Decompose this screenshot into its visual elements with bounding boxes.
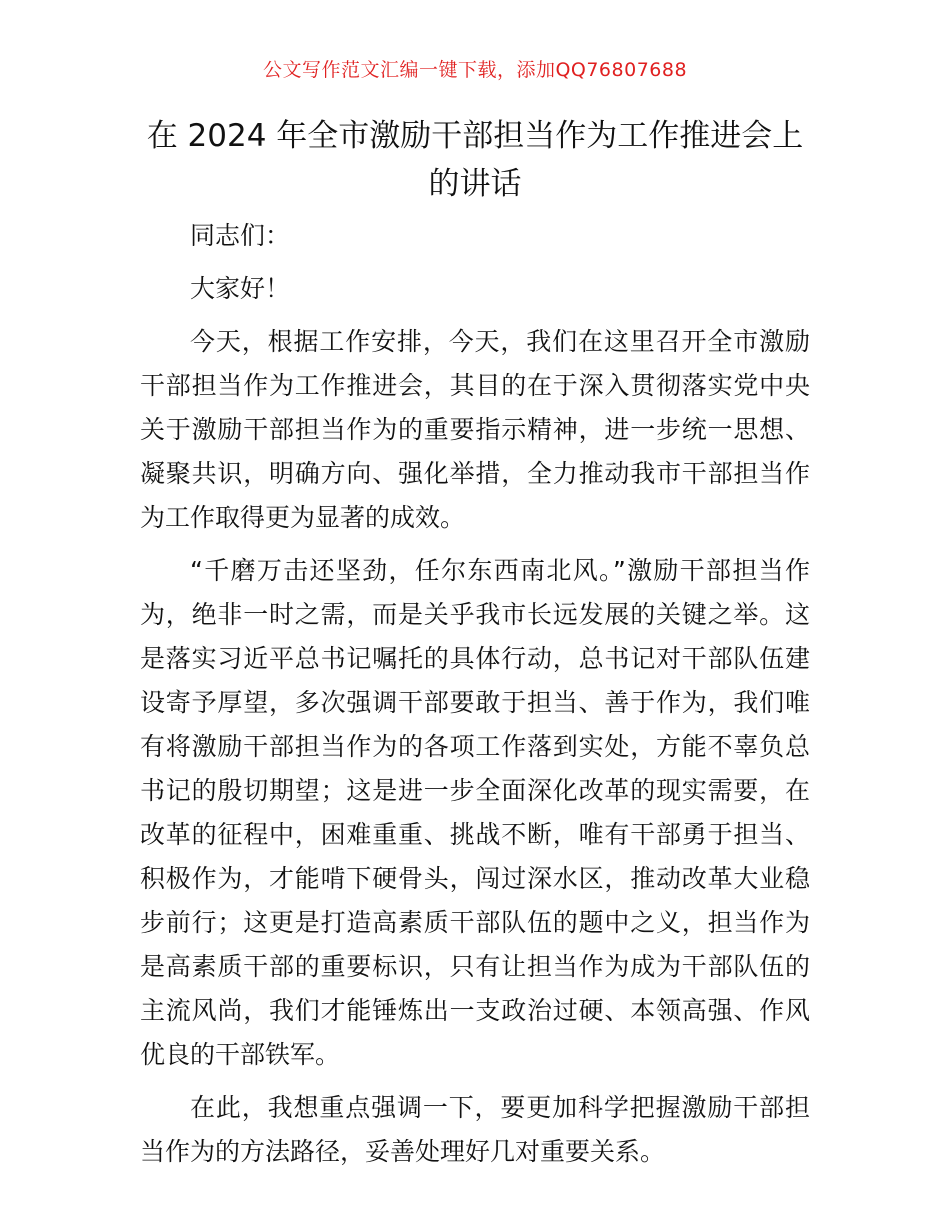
body-paragraph: 今天，根据工作安排，今天，我们在这里召开全市激励干部担当作为工作推进会，其目的在于深入贯彻落实党中央关于激励干部担当作为的重要指示精神，进一步统一思想、凝聚共识，明确方向、强化举措，全力推动我市干部担当作为工作取得更为显著的成效。 [140,327,810,532]
body-paragraph: 在此，我想重点强调一下，要更加科学把握激励干部担当作为的方法路径，妥善处理好几对重要关系。 [140,1093,810,1166]
body-paragraph: “千磨万击还坚劲，任尔东西南北风。”激励干部担当作为，绝非一时之需，而是关乎我市长远发展的关键之举。这是落实习近平总书记嘱托的具体行动，总书记对干部队伍建设寄予厚望，多次强调干部要敢于担当、善于作为，我们唯有将激励干部担当作为的各项工作落到实处，方能不辜负总书记的殷切期望；这是进一步全面深化改革的现实需要，在改革的征程中，困难重重、挑战不断，唯有干部勇于担当、积极作为，才能啃下硬骨头，闯过深水区，推动改革大业稳步前行；这更是打造高素质干部队伍的题中之义，担当作为是高素质干部的重要标识，只有让担当作为成为干部队伍的主流风尚，我们才能锤炼出一支政治过硬、本领高强、作风优良的干部铁军。 [140,556,810,1069]
document-title: 在 2024 年全市激励干部担当作为工作推进会上的讲话 [146,118,804,202]
greeting: 大家好！ [190,274,291,303]
salutation: 同志们： [190,221,291,250]
document-body [140,214,810,1183]
header-download-note: 公文写作范文汇编一键下载，添加QQ76807688 [262,59,688,81]
